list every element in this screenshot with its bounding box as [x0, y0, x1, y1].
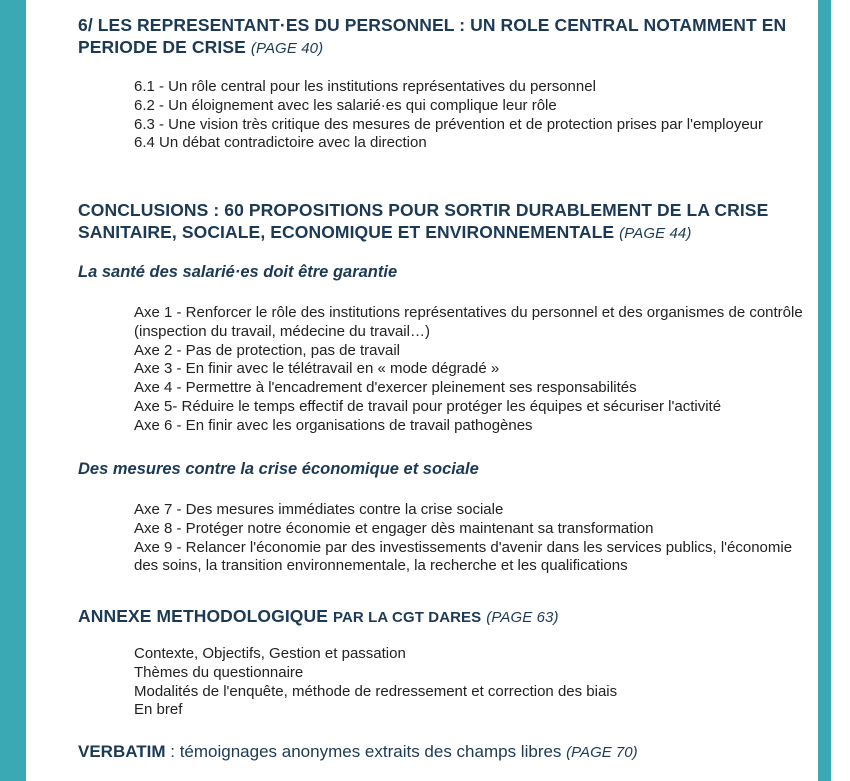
mesures-subheading: Des mesures contre la crise économique et sociale: [78, 460, 479, 478]
verbatim-line: [78, 741, 808, 764]
conclusions-page-ref: (PAGE 44): [619, 225, 692, 242]
right-border-bar: [818, 0, 831, 781]
list-item: Axe 4 - Permettre à l'encadrement d'exercer pleinement ses responsabilités: [134, 379, 637, 397]
list-item: Axe 6 - En finir avec les organisations de travail pathogènes: [134, 416, 533, 434]
list-item: Axe 7 - Des mesures immédiates contre la crise sociale: [134, 501, 504, 518]
verbatim-label: VERBATIM: [78, 742, 166, 761]
sante-list: [134, 304, 804, 436]
mesures-list: [134, 501, 804, 576]
list-item: Axe 8 - Protéger notre économie et engager dès maintenant sa transformation: [134, 519, 654, 537]
section-6-heading: [78, 14, 808, 60]
list-item: Axe 9 - Relancer l'économie par des investissements d'avenir dans les services publics, l'économie des soins, la transition environnementale, la recherche et les qualifications: [134, 538, 793, 575]
list-item: Axe 3 - En finir avec le télétravail en « mode dégradé »: [134, 360, 500, 378]
annexe-title: ANNEXE METHODOLOGIQUE: [78, 606, 329, 626]
list-item: Contexte, Objectifs, Gestion et passation: [134, 645, 406, 662]
list-item: En bref: [134, 701, 183, 719]
list-item: 6.2 - Un éloignement avec les salarié·es qui complique leur rôle: [134, 96, 557, 114]
annexe-heading: [78, 605, 808, 629]
section-6-page-ref: (PAGE 40): [250, 40, 324, 57]
annexe-subtitle: PAR LA CGT DARES: [333, 609, 482, 626]
list-item: 6.1 - Un rôle central pour les institutions représentatives du personnel: [134, 78, 596, 95]
sante-subheading: La santé des salarié·es doit être garantie: [78, 263, 398, 281]
annexe-page-ref: (PAGE 63): [486, 609, 559, 626]
verbatim-page-ref: (PAGE 70): [566, 744, 638, 761]
section-6-title: 6/ LES REPRESENTANT·ES DU PERSONNEL : UN ROLE CENTRAL NOTAMMENT EN PERIODE DE CRISE: [78, 15, 787, 57]
verbatim-text: témoignages anonymes extraits des champs libres: [179, 742, 562, 761]
list-item: Axe 2 - Pas de protection, pas de travail: [134, 341, 400, 359]
list-item: Axe 5- Réduire le temps effectif de travail pour protéger les équipes et sécuriser l'activité: [134, 397, 722, 415]
list-item: Thèmes du questionnaire: [134, 663, 304, 681]
section-6-list: [134, 78, 804, 153]
conclusions-heading: [78, 199, 808, 245]
list-item: 6.4 Un débat contradictoire avec la direction: [134, 134, 427, 152]
verbatim-separator: :: [165, 742, 180, 761]
list-item: 6.3 - Une vision très critique des mesures de prévention et de protection prises par l'employeur: [134, 115, 764, 133]
annexe-list: [134, 645, 804, 720]
conclusions-title: CONCLUSIONS : 60 PROPOSITIONS POUR SORTIR DURABLEMENT DE LA CRISE SANITAIRE, SOCIALE, ECONOMIQUE ET ENVIRONNEMENTALE: [78, 200, 769, 242]
left-border-bar: [0, 0, 26, 781]
list-item: Modalités de l'enquête, méthode de redressement et correction des biais: [134, 682, 618, 700]
list-item: Axe 1 - Renforcer le rôle des institutions représentatives du personnel et des organismes de contrôle (inspection du travail, médecine du travail…): [134, 304, 803, 340]
